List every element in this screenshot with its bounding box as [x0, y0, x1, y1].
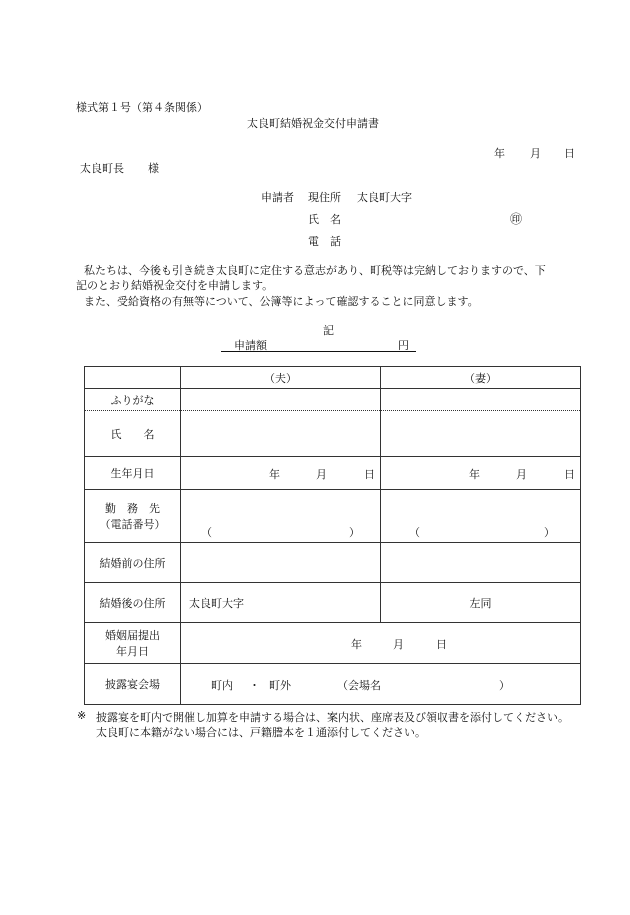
husband-birth-day: 日	[364, 468, 375, 481]
venue-name-open: （会場名	[337, 679, 381, 692]
husband-post-address-field[interactable]	[181, 583, 381, 623]
body-line-3: また、受給資格の有無等について、公簿等によって確認することに同意します。	[84, 295, 479, 308]
marriage-date-label-1: 婚姻届提出	[105, 629, 160, 642]
marriage-date-label	[85, 623, 181, 664]
husband-work-field[interactable]	[181, 490, 381, 543]
applicant-phone-label: 電 話	[308, 235, 341, 248]
header-blank	[85, 367, 181, 389]
marriage-month: 月	[393, 638, 404, 651]
venue-out-town[interactable]: 町外	[269, 679, 291, 692]
wife-work-field[interactable]	[381, 490, 581, 543]
husband-birth-year: 年	[269, 468, 280, 481]
note-line-1: 披露宴を町内で開催し加算を申請する場合は、案内状、座席表及び領収書を添付してください。	[96, 711, 569, 724]
birth-label: 生年月日	[85, 457, 181, 490]
wife-phone-close: ）	[544, 526, 555, 539]
amount-label: 申請額	[234, 339, 267, 352]
venue-field[interactable]	[181, 664, 581, 705]
amount-underline	[221, 351, 416, 352]
venue-label: 披露宴会場	[85, 664, 181, 705]
husband-name-field[interactable]	[181, 411, 381, 457]
husband-furigana-field[interactable]	[181, 389, 381, 411]
wife-post-address-field[interactable]	[381, 583, 581, 623]
name-label: 氏 名	[85, 411, 181, 457]
applicant-name-label: 氏 名	[308, 213, 341, 226]
post-address-value: 太良町大字	[189, 596, 244, 610]
furigana-label: ふりがな	[85, 389, 181, 411]
wife-birth-year: 年	[469, 468, 480, 481]
wife-pre-address-field[interactable]	[381, 543, 581, 583]
venue-separator: ・	[249, 679, 260, 692]
marriage-day: 日	[436, 638, 447, 651]
work-label-main: 勤 務 先	[105, 502, 160, 515]
applicant-label: 申請者	[261, 191, 294, 204]
applicant-address-value: 太良町大字	[357, 191, 412, 204]
wife-birth-month: 月	[516, 468, 527, 481]
wife-birth-field[interactable]	[381, 457, 581, 490]
date-year: 年	[494, 147, 505, 160]
wife-name-field[interactable]	[381, 411, 581, 457]
seal-mark: ㊞	[510, 212, 523, 226]
col-wife: （妻）	[381, 367, 581, 389]
wife-birth-day: 日	[564, 468, 575, 481]
husband-birth-field[interactable]	[181, 457, 381, 490]
wife-furigana-field[interactable]	[381, 389, 581, 411]
same-as-left: 左同	[469, 596, 492, 610]
ki-label: 記	[323, 324, 334, 337]
work-label-sub: （電話番号）	[99, 518, 166, 531]
wife-phone-open: （	[409, 526, 420, 539]
amount-unit: 円	[398, 339, 409, 352]
body-line-2: 記のとおり結婚祝金交付を申請します。	[76, 279, 274, 292]
pre-address-label: 結婚前の住所	[85, 543, 181, 583]
marriage-year: 年	[351, 638, 362, 651]
venue-in-town[interactable]: 町内	[211, 679, 233, 692]
col-husband: （夫）	[181, 367, 381, 389]
husband-phone-open: （	[201, 526, 212, 539]
husband-pre-address-field[interactable]	[181, 543, 381, 583]
addressee-honorific: 様	[148, 162, 159, 175]
form-number: 様式第１号（第４条関係）	[76, 101, 208, 114]
post-address-label: 結婚後の住所	[85, 583, 181, 623]
applicant-address-label: 現住所	[308, 191, 341, 204]
note-line-2: 太良町に本籍がない場合には、戸籍謄本を１通添付してください。	[96, 726, 426, 739]
venue-name-close: ）	[499, 679, 510, 692]
husband-birth-month: 月	[316, 468, 327, 481]
document-title: 太良町結婚祝金交付申請書	[247, 117, 379, 130]
addressee-name: 太良町長	[80, 162, 124, 175]
note-mark: ※	[77, 709, 87, 722]
date-day: 日	[564, 147, 575, 160]
date-month: 月	[530, 147, 541, 160]
work-label	[85, 490, 181, 543]
marriage-date-label-2: 年月日	[116, 645, 149, 658]
application-table	[84, 366, 581, 705]
marriage-date-field[interactable]	[181, 623, 581, 664]
body-line-1: 私たちは、今後も引き続き太良町に定住する意志があり、町税等は完納しておりますので、下	[84, 264, 546, 277]
husband-phone-close: ）	[349, 526, 360, 539]
